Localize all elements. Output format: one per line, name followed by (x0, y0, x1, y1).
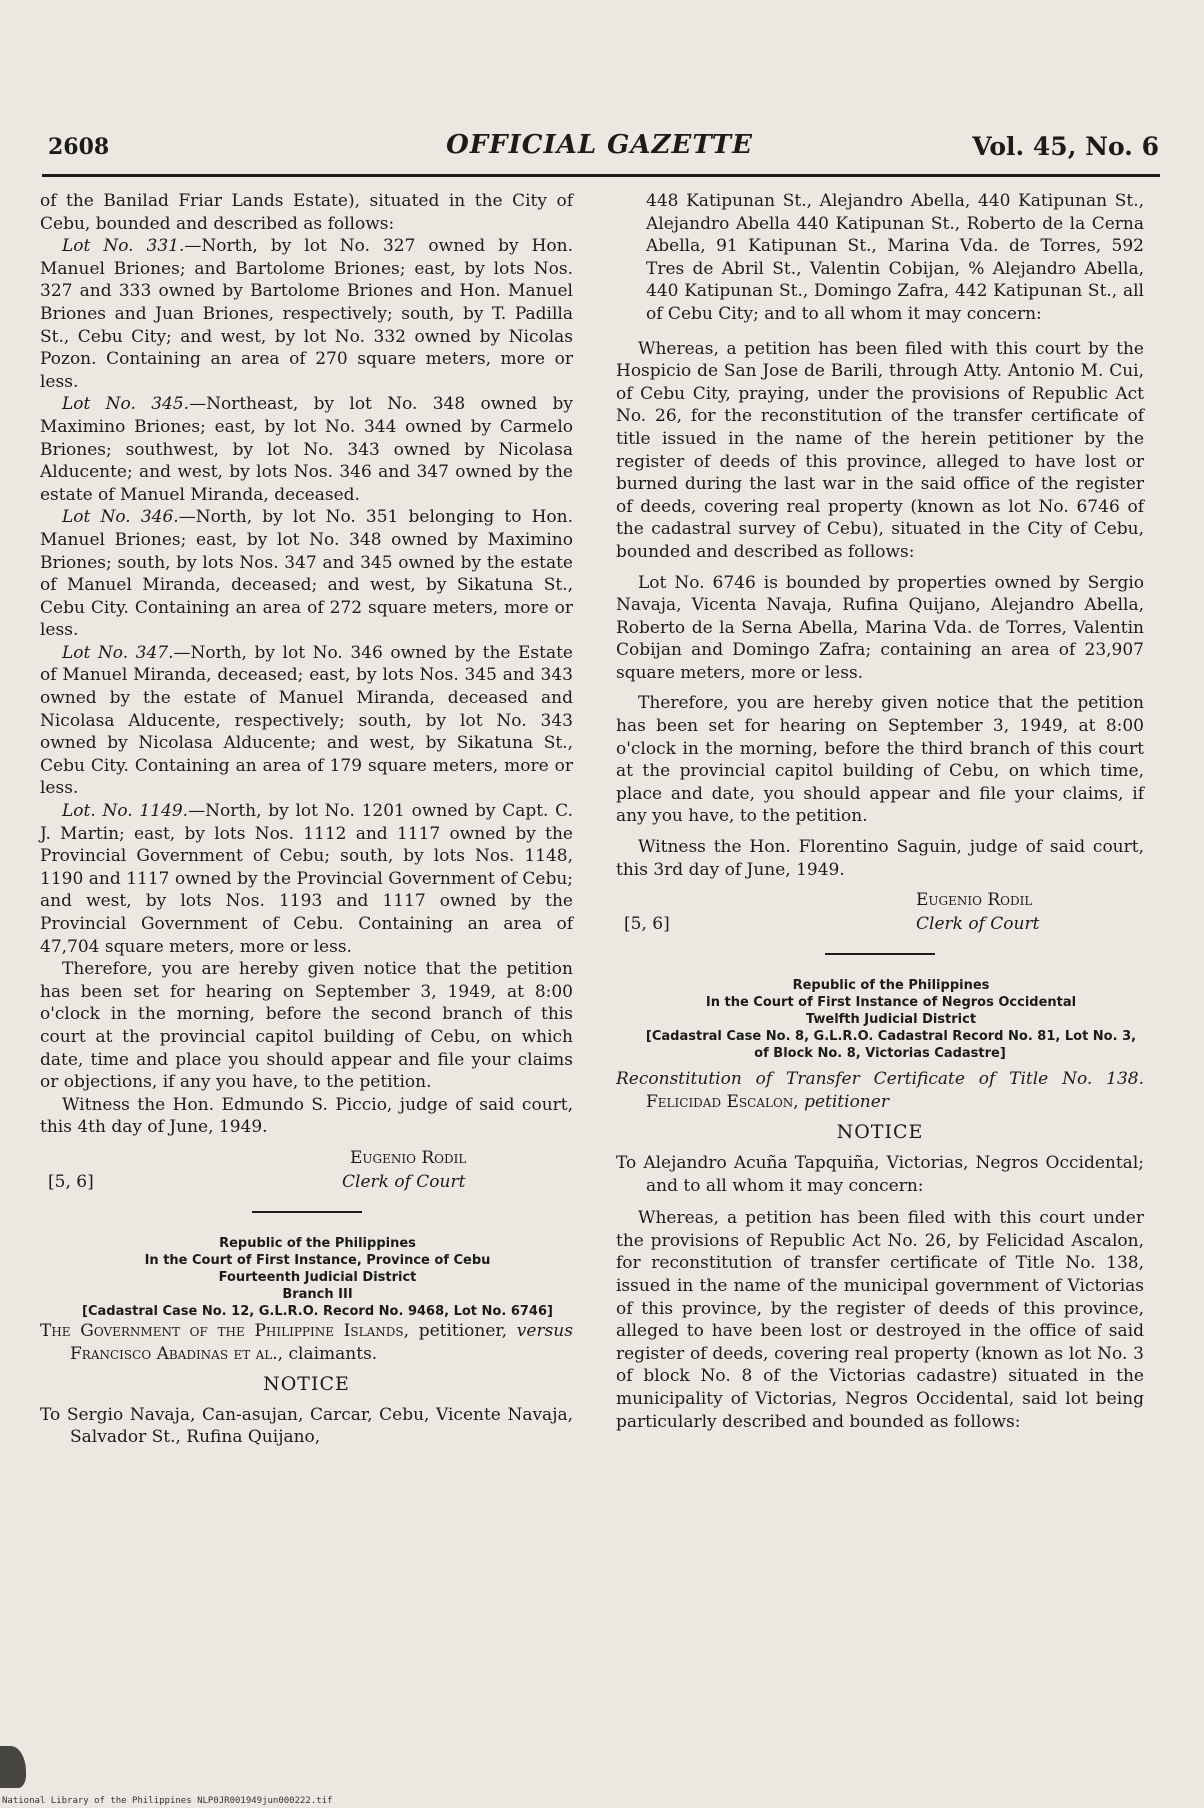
notice-addressees: To Sergio Navaja, Can-asujan, Carcar, Cebu, Vicente Navaja, Salvador St., Rufina Quijano, (40, 1404, 573, 1448)
paragraph: 448 Katipunan St., Alejandro Abella, 440 Katipunan St., Alejandro Abella 440 Katipunan St., Roberto de la Cerna Abella, 91 Katipunan St., Marina Vda. de Torres, 592 Tres de Abril St., Valentin Cobijan, % Alejandro Abella, 440 Katipunan St., Domingo Zafra, 442 Katipunan St., all of Cebu City; and to all whom it may concern: (646, 191, 1144, 324)
section-rule (252, 1211, 362, 1213)
signatory-name: Eugenio Rodil (350, 1147, 467, 1168)
court-line: Fourteenth Judicial District (218, 1269, 417, 1285)
notice-heading: NOTICE (263, 1373, 350, 1396)
paragraph: Lot No. 331.—North, by lot No. 327 owned by Hon. Manuel Briones; and Bartolome Briones; east, by lots Nos. 327 and 333 owned by Bartolome Briones and Hon. Manuel Briones and Juan Briones, respectively; south, by T. Padilla St., Cebu City; and west, by lot No. 332 owned by Nicolas Pozon. Containing an area of 270 square meters, more or less. (40, 236, 573, 392)
paragraph: of the Banilad Friar Lands Estate), situated in the City of Cebu, bounded and described as follows: (40, 191, 573, 234)
paragraph: Lot No. 6746 is bounded by properties owned by Sergio Navaja, Vicenta Navaja, Rufina Quijano, Alejandro Abella, Roberto de la Serna Abella, Marina Vda. de Torres, Valentin Cobijan and Domingo Zafra; containing an area of 23,907 square meters, more or less. (616, 572, 1144, 683)
paragraph: Therefore, you are hereby given notice that the petition has been set for hearing on September 3, 1949, at 8:00 o'clock in the morning, before the second branch of this court at the provincial capitol building of Cebu, on which date, time and place you should appear and file your claims or objections, if any you have, to the petition. (40, 959, 573, 1093)
paragraph: Therefore, you are hereby given notice that the petition has been set for hearing on September 3, 1949, at 8:00 o'clock in the morning, before the third branch of this court at the provincial capitol building of Cebu, on which time, place and date, you should appear and file your claims, if any you have, to the petition. (616, 693, 1144, 827)
binding-shadow (0, 1746, 26, 1788)
court-line: Republic of the Philippines (792, 978, 990, 994)
scan-footer: National Library of the Philippines NLP0JR001949jun000222.tif (2, 1796, 333, 1806)
header-rule (42, 174, 1160, 177)
issue-ref: [5, 6] (624, 914, 670, 935)
page-number: 2608 (48, 134, 110, 160)
signature-block (40, 1147, 573, 1193)
court-line: Republic of the Philippines (219, 1235, 416, 1251)
paragraph: Whereas, a petition has been filed with this court by the Hospicio de San Jose de Barili, through Atty. Antonio M. Cui, of Cebu City, praying, under the provisions of Republic Act No. 26, for the reconstitution of the transfer certificate of title issued in the name of the herein petitioner by the register of deeds of this province, alleged to have lost or burned during the last war in the said office of the register of deeds, covering real property (known as lot No. 6746 of the cadastral survey of Cebu), situated in the City of Cebu, bounded and described as follows: (616, 338, 1144, 562)
case-reference: [Cadastral Case No. 12, G.L.R.O. Record No. 9468, Lot No. 6746] (82, 1303, 553, 1319)
notice-addressees: To Alejandro Acuña Tapquiña, Victorias, Negros Occidental; and to all whom it may concern: (616, 1153, 1144, 1196)
right-column (616, 190, 1144, 1433)
left-column (40, 190, 573, 1449)
court-line: Branch III (282, 1286, 353, 1302)
paragraph: Lot No. 347.—North, by lot No. 346 owned by the Estate of Manuel Miranda, deceased; east, by lots Nos. 345 and 343 owned by the estate of Manuel Miranda, deceased and Nicolasa Alducente, respectively; south, by lot No. 343 owned by Nicolasa Alducente; and west, by Sikatuna St., Cebu City. Containing an area of 179 square meters, more or less. (40, 642, 573, 799)
paragraph: Witness the Hon. Edmundo S. Piccio, judge of said court, this 4th day of June, 1949. (40, 1094, 573, 1138)
section-rule (825, 953, 935, 955)
court-line: Twelfth Judicial District (805, 1012, 977, 1028)
court-line: In the Court of First Instance, Province of Cebu (144, 1252, 491, 1268)
court-line: In the Court of First Instance of Negros Occidental (705, 995, 1077, 1011)
notice-heading: NOTICE (836, 1121, 924, 1144)
paragraph: Whereas, a petition has been filed with this court under the provisions of Republic Act No. 26, by Felicidad Ascalon, for reconstitution of transfer certificate of Title No. 138, issued in the name of the municipal government of Victorias of this province, by the register of deeds of this province, alleged to have been lost or destroyed in the office of said register of deeds, covering real property (known as lot No. 3 of block No. 8 of the Victorias cadastre) situated in the municipality of Victorias, Negros Occidental, said lot being particularly described and bounded as follows: (616, 1208, 1144, 1432)
reconstitution-title: Reconstitution of Transfer Certificate of Title No. 138. Felicidad Escalon, petitioner (616, 1069, 1144, 1112)
signatory-title: Clerk of Court (342, 1171, 466, 1192)
case-reference: [Cadastral Case No. 8, G.L.R.O. Cadastral Record No. 81, Lot No. 3, of Block No. 8, Victorias Cadastre] (645, 1029, 1137, 1062)
gazette-title: OFFICIAL GAZETTE (446, 130, 753, 160)
paragraph: Lot No. 346.—North, by lot No. 351 belonging to Hon. Manuel Briones; east, by lot No. 348 owned by Maximino Briones; south, by lots Nos. 347 and 345 owned by the estate of Manuel Miranda, deceased; and west, by Sikatuna St., Cebu City. Containing an area of 272 square meters, more or less. (40, 507, 574, 641)
paragraph: Lot No. 345.—Northeast, by lot No. 348 owned by Maximino Briones; east, by lot No. 344 owned by Carmelo Briones; southwest, by lot No. 343 owned by Nicolasa Alducente; and west, by lots Nos. 346 and 347 owned by the estate of Manuel Miranda, deceased. (40, 394, 573, 505)
volume-label: Vol. 45, No. 6 (972, 132, 1159, 161)
signature-block (616, 889, 1144, 935)
signatory-title: Clerk of Court (916, 914, 1040, 935)
page-header (40, 128, 1159, 168)
issue-ref: [5, 6] (48, 1171, 94, 1192)
signatory-name: Eugenio Rodil (916, 890, 1033, 911)
case-parties: The Government of the Philippine Islands, petitioner, versus Francisco Abadinas et al., claimants. (40, 1320, 573, 1364)
paragraph: Lot. No. 1149.—North, by lot No. 1201 owned by Capt. C. J. Martin; east, by lots Nos. 1112 and 1117 owned by the Provincial Government of Cebu; south, by lots Nos. 1148, 1190 and 1117 owned by the Provincial Government of Cebu; and west, by lots Nos. 1193 and 1117 owned by the Provincial Government of Cebu. Containing an area of 47,704 square meters, more or less. (40, 801, 573, 957)
paragraph: Witness the Hon. Florentino Saguin, judge of said court, this 3rd day of June, 1949. (616, 837, 1144, 880)
